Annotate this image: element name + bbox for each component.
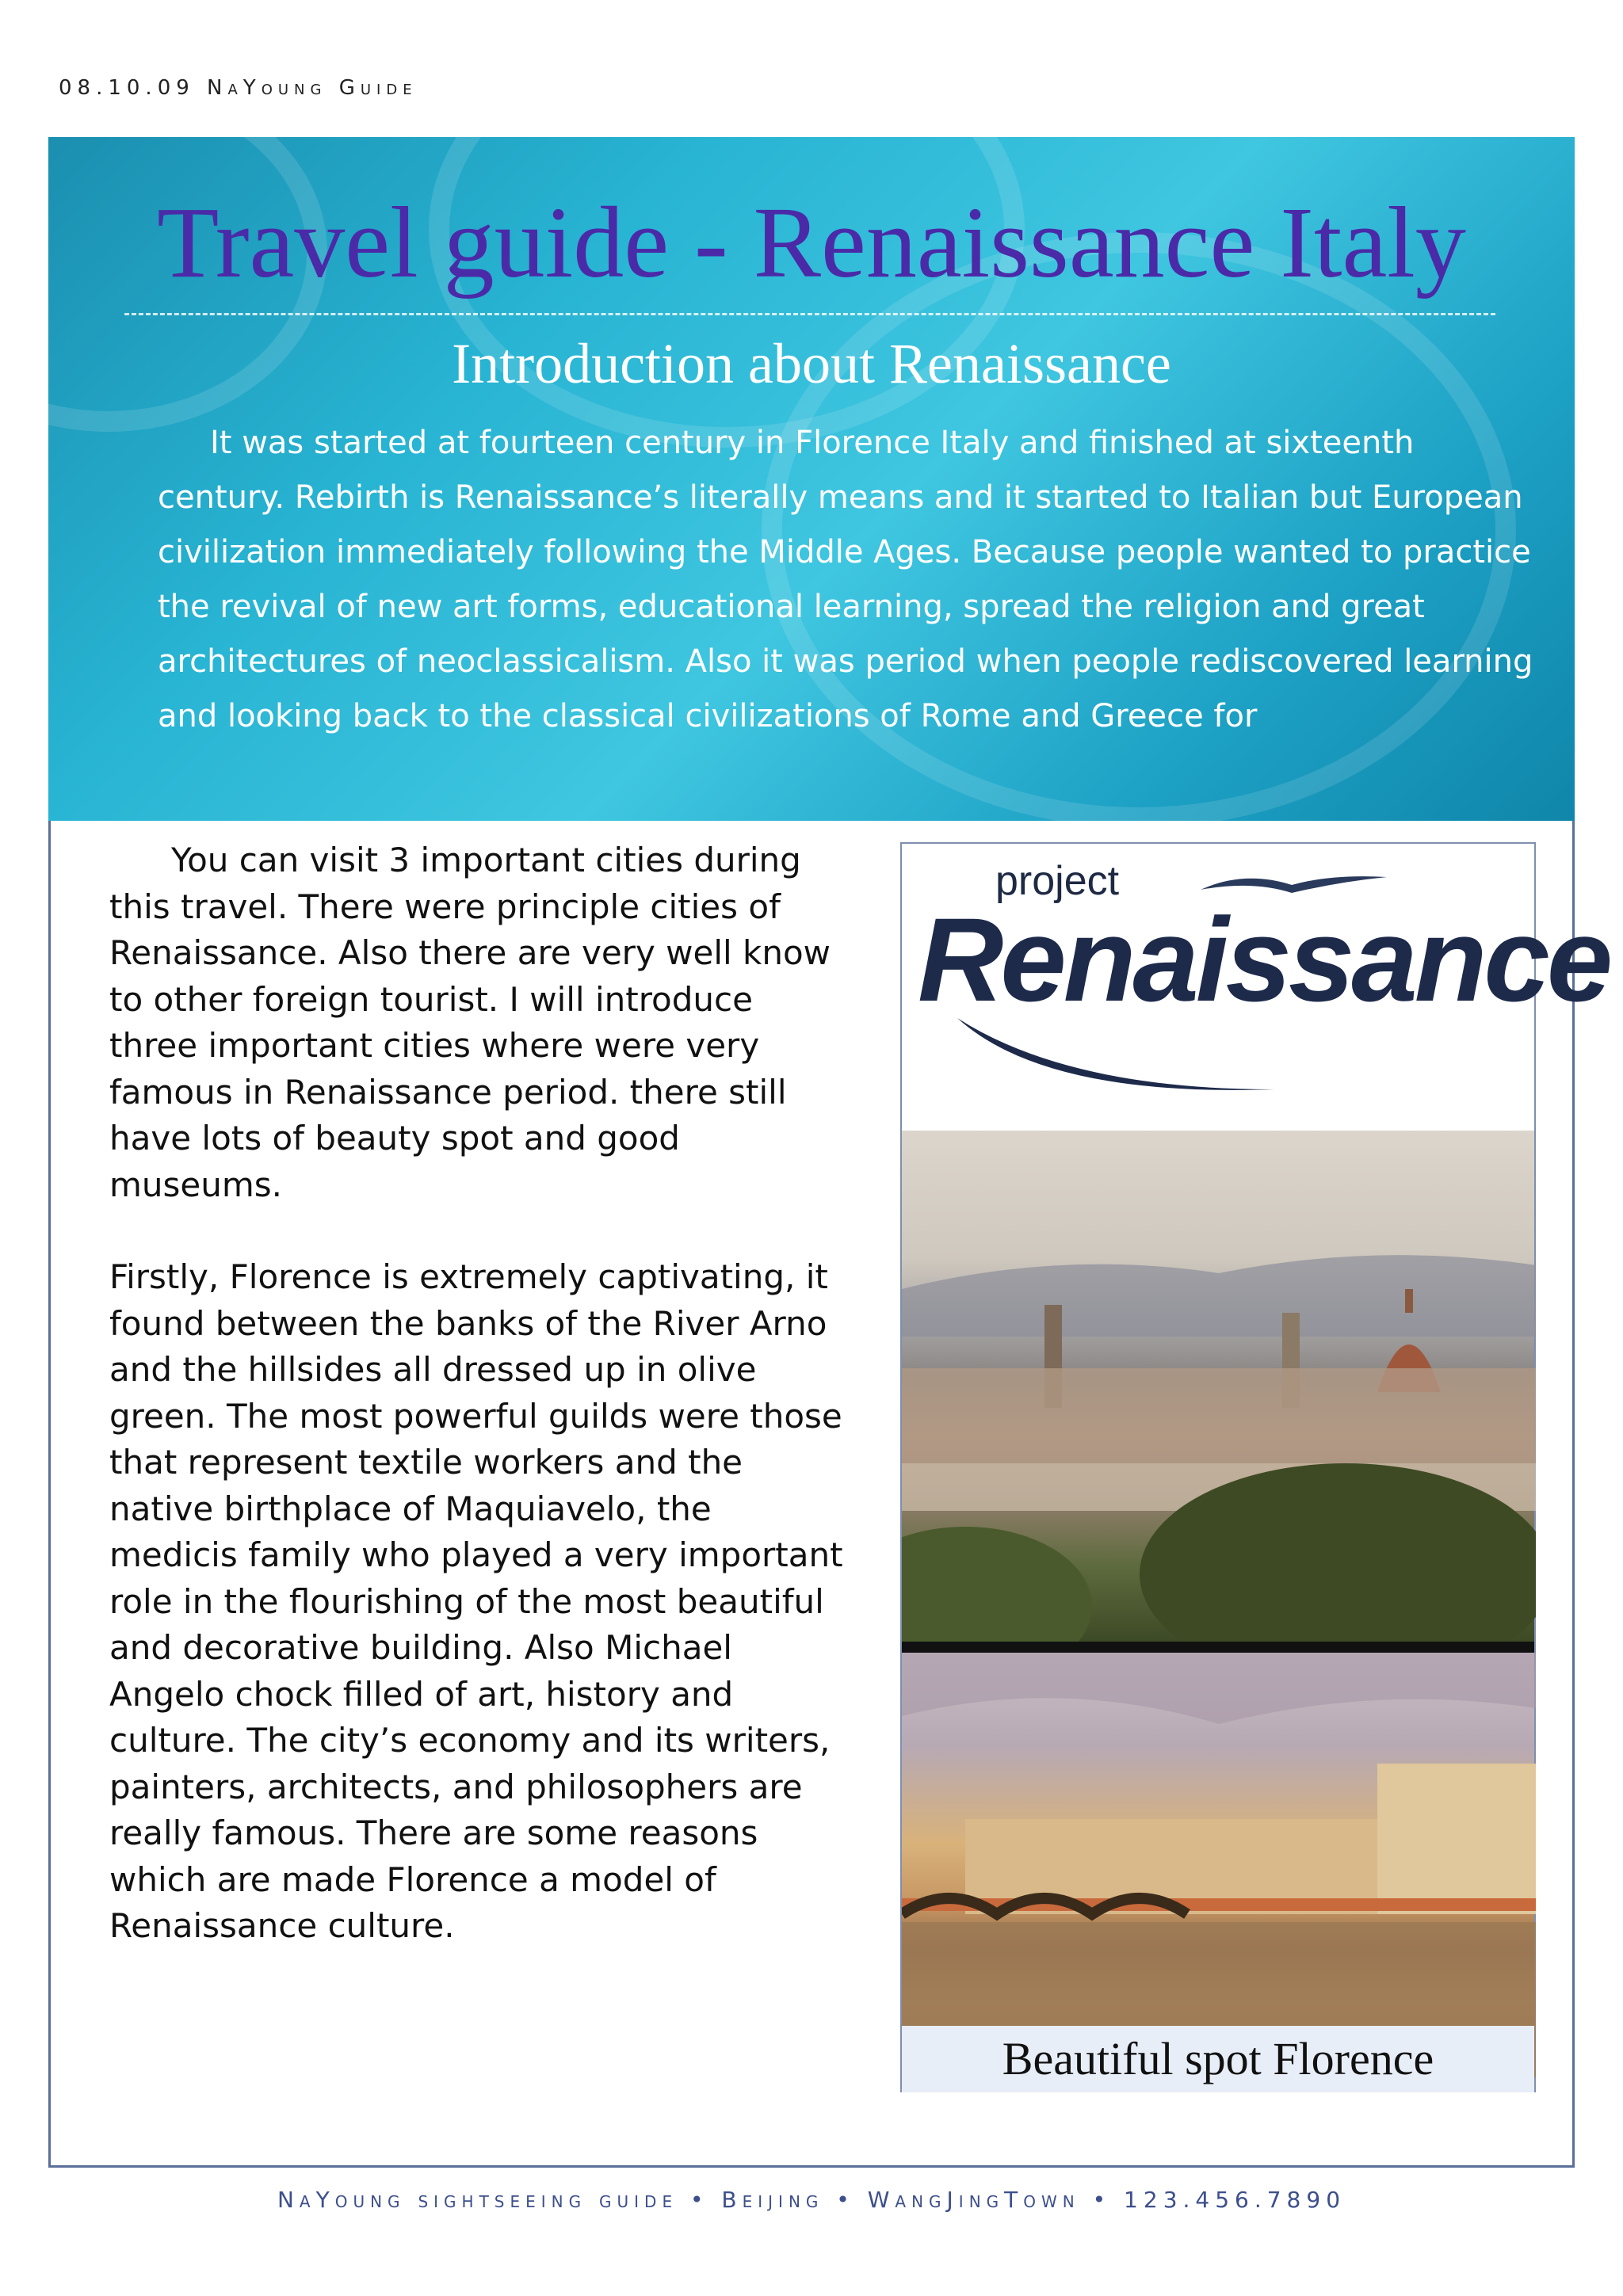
logo-small-text: project bbox=[995, 858, 1120, 904]
project-renaissance-logo bbox=[902, 844, 1610, 1129]
page-header: 08.10.09 NaYoung Guide bbox=[59, 76, 418, 100]
sidebar-image-panel bbox=[900, 842, 1610, 2092]
title-divider bbox=[124, 313, 1495, 315]
intro-paragraph: It was started at fourteen century in Florence Italy and finished at sixteenth century. Rebirth is Renaissance’s literally means and it started to Italian but European civilization immediately following the Middle Ages. Because people wanted to practice the revival of new art forms, educational learning, spread the religion and great architectures of neoclassicalism. Also it was period when people rediscovered learning and looking back to the classical civilizations of Rome and Greece for bbox=[158, 425, 1533, 734]
logo-swoosh-icon bbox=[949, 1010, 1282, 1105]
cityscape-illustration bbox=[902, 1131, 1536, 1642]
riverside-illustration bbox=[902, 1653, 1536, 2077]
article-body bbox=[109, 837, 846, 1996]
page-title: Travel guide - Renaissance Italy bbox=[157, 186, 1466, 299]
section-heading: Introduction about Renaissance bbox=[452, 332, 1171, 395]
body-paragraph: Firstly, Florence is extremely captivating, it found between the banks of the River Arno and the hillsides all dressed up in olive green. The most powerful guilds were those that represent textile workers and the native birthplace of Maquiavelo, the medicis family who played a very important role in the flourishing of the most beautiful and decorative building. Also Michael Angelo chock filled of art, history and culture. The city’s economy and its writers, painters, architects, and philosophers are really famous. There are some reasons which are made Florence a model of Renaissance culture. bbox=[109, 1257, 843, 1945]
photo-caption: Beautiful spot Florence bbox=[902, 2026, 1534, 2092]
page-footer: NaYoung sightseeing guide • Beijing • WangJingTown • 123.456.7890 bbox=[277, 2187, 1346, 2213]
body-paragraph: You can visit 3 important cities during this travel. There were principle cities of Renaissance. Also there are very well know to other foreign tourist. I will introduce three important cities where were very famous in Renaissance period. there still have lots of beauty spot and good museums. bbox=[109, 841, 831, 1204]
intro-banner bbox=[48, 137, 1575, 821]
photo-divider bbox=[902, 1642, 1534, 1653]
logo-main-text: Renaissance bbox=[918, 893, 1610, 1026]
arno-river-photo bbox=[902, 1653, 1534, 2077]
florence-skyline-photo bbox=[902, 1131, 1534, 1642]
